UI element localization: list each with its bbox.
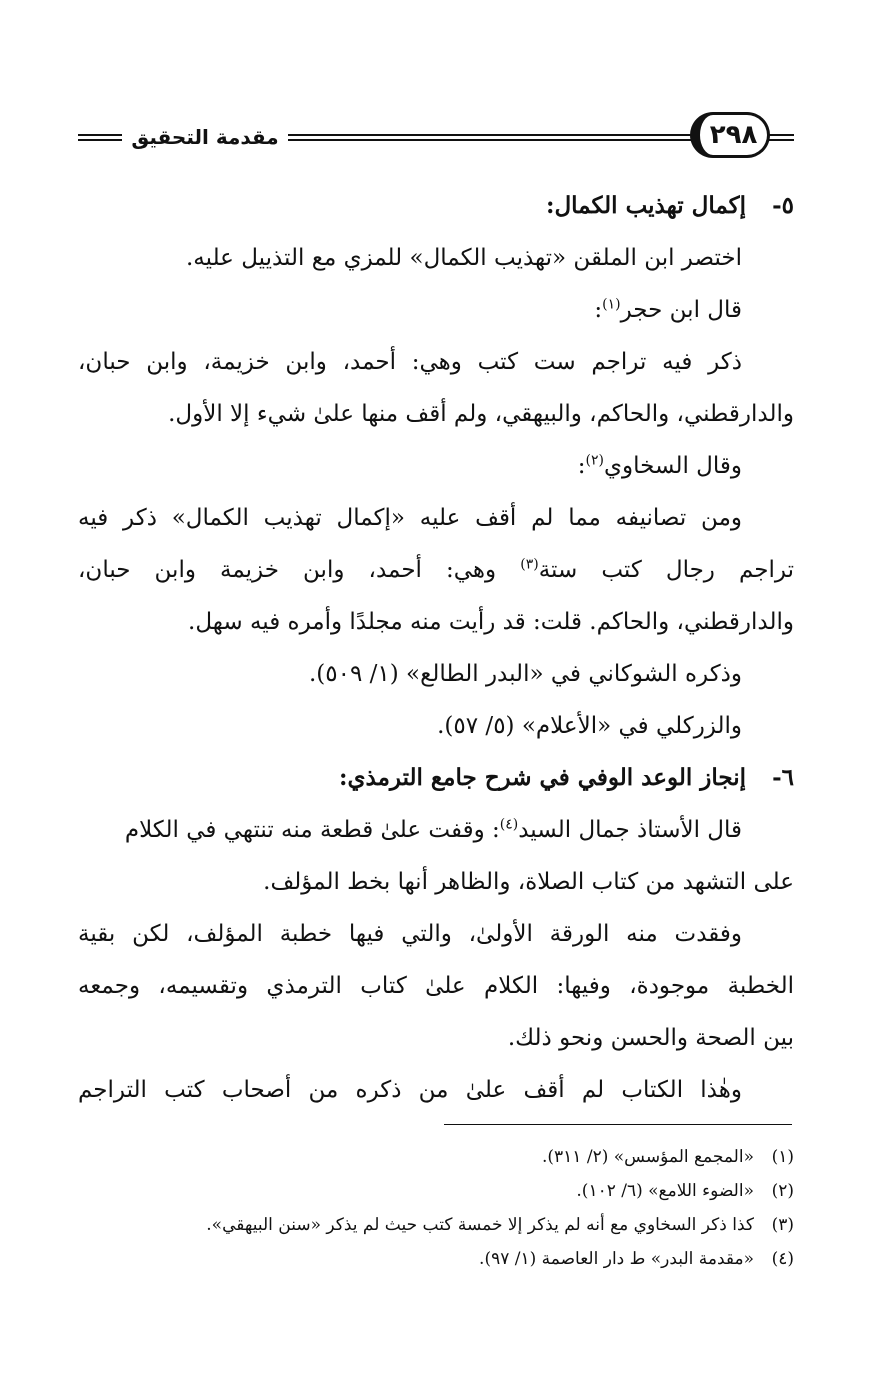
footnote-number: (١) [771, 1147, 794, 1167]
section-title: إكمال تهذيب الكمال: [545, 192, 746, 219]
footnote-number: (٤) [771, 1249, 794, 1269]
footnote-text: «الضوء اللامع» (٦/ ١٠٢). [576, 1181, 754, 1201]
text-line [78, 440, 794, 492]
header-rule-middle [288, 134, 693, 141]
text-line: والزركلي في «الأعلام» (٥/ ٥٧). [437, 713, 742, 739]
text-line: اختصر ابن الملقن «تهذيب الكمال» للمزي مع التذييل عليه. [185, 245, 742, 271]
section-number: ٦- [772, 764, 794, 791]
section-5-heading [78, 180, 794, 232]
text-span: وقال السخاوي [603, 453, 742, 479]
footnote-number: (٢) [771, 1181, 794, 1201]
header-rule-right [768, 134, 794, 141]
text-line [78, 804, 794, 856]
text-line: والدارقطني، والحاكم، والبيهقي، ولم أقف منها علىٰ شيء إلا الأول. [168, 401, 794, 427]
text-line: وهٰذا الكتاب لم أقف علىٰ من ذكره من أصحاب كتب التراجم [78, 1077, 742, 1103]
footnote-item [78, 1174, 794, 1208]
footnote-separator [444, 1124, 792, 1125]
main-text [78, 180, 794, 1116]
text-span: قال ابن حجر [620, 297, 742, 323]
text-span: : [594, 297, 603, 323]
text-line: وذكره الشوكاني في «البدر الطالع» (١/ ٥٠٩). [308, 661, 742, 687]
footnote-text: «المجمع المؤسس» (٢/ ٣١١). [542, 1147, 754, 1167]
footnote-item [78, 1140, 794, 1174]
footnote-ref: (٣) [520, 556, 539, 573]
page-number-badge: ٢٩٨ [690, 112, 770, 158]
text-span: : [577, 453, 586, 479]
header-rule-left [78, 134, 122, 141]
text-line: ذكر فيه تراجم ست كتب وهي: أحمد، وابن خزيمة، وابن حبان، [78, 349, 742, 375]
text-span: : وقفت علىٰ قطعة منه تنتهي في الكلام [124, 817, 500, 843]
text-span: تراجم رجال كتب ستة [538, 557, 794, 583]
footnotes [78, 1140, 794, 1276]
text-line: والدارقطني، والحاكم. قلت: قد رأيت منه مجلدًا وأمره فيه سهل. [188, 609, 794, 635]
section-title: إنجاز الوعد الوفي في شرح جامع الترمذي: [339, 764, 746, 791]
running-title: مقدمة التحقيق [131, 125, 279, 149]
footnote-ref: (٢) [585, 452, 604, 469]
text-line: بين الصحة والحسن ونحو ذلك. [507, 1025, 794, 1051]
text-span: وهي: أحمد، وابن خزيمة وابن حبان، [78, 557, 521, 583]
text-span: قال الأستاذ جمال السيد [518, 817, 742, 843]
text-line: وفقدت منه الورقة الأولىٰ، والتي فيها خطبة المؤلف، لكن بقية [78, 921, 742, 947]
footnote-ref: (٤) [499, 816, 519, 833]
text-line [78, 284, 794, 336]
text-line: الخطبة موجودة، وفيها: الكلام علىٰ كتاب الترمذي وتقسيمه، وجمعه [78, 973, 794, 999]
text-line: على التشهد من كتاب الصلاة، والظاهر أنها بخط المؤلف. [263, 869, 794, 895]
footnote-text: «مقدمة البدر» ط دار العاصمة (١/ ٩٧). [479, 1249, 754, 1269]
footnote-item [78, 1242, 794, 1276]
text-line [78, 544, 794, 596]
section-6-heading [78, 752, 794, 804]
footnote-text: كذا ذكر السخاوي مع أنه لم يذكر إلا خمسة كتب حيث لم يذكر «سنن البيهقي». [206, 1215, 754, 1235]
footnote-number: (٣) [771, 1215, 794, 1235]
footnote-ref: (١) [602, 296, 621, 313]
page-header [78, 112, 794, 162]
footnote-item [78, 1208, 794, 1242]
section-number: ٥- [772, 192, 794, 219]
text-line: ومن تصانيفه مما لم أقف عليه «إكمال تهذيب الكمال» ذكر فيه [78, 505, 742, 531]
